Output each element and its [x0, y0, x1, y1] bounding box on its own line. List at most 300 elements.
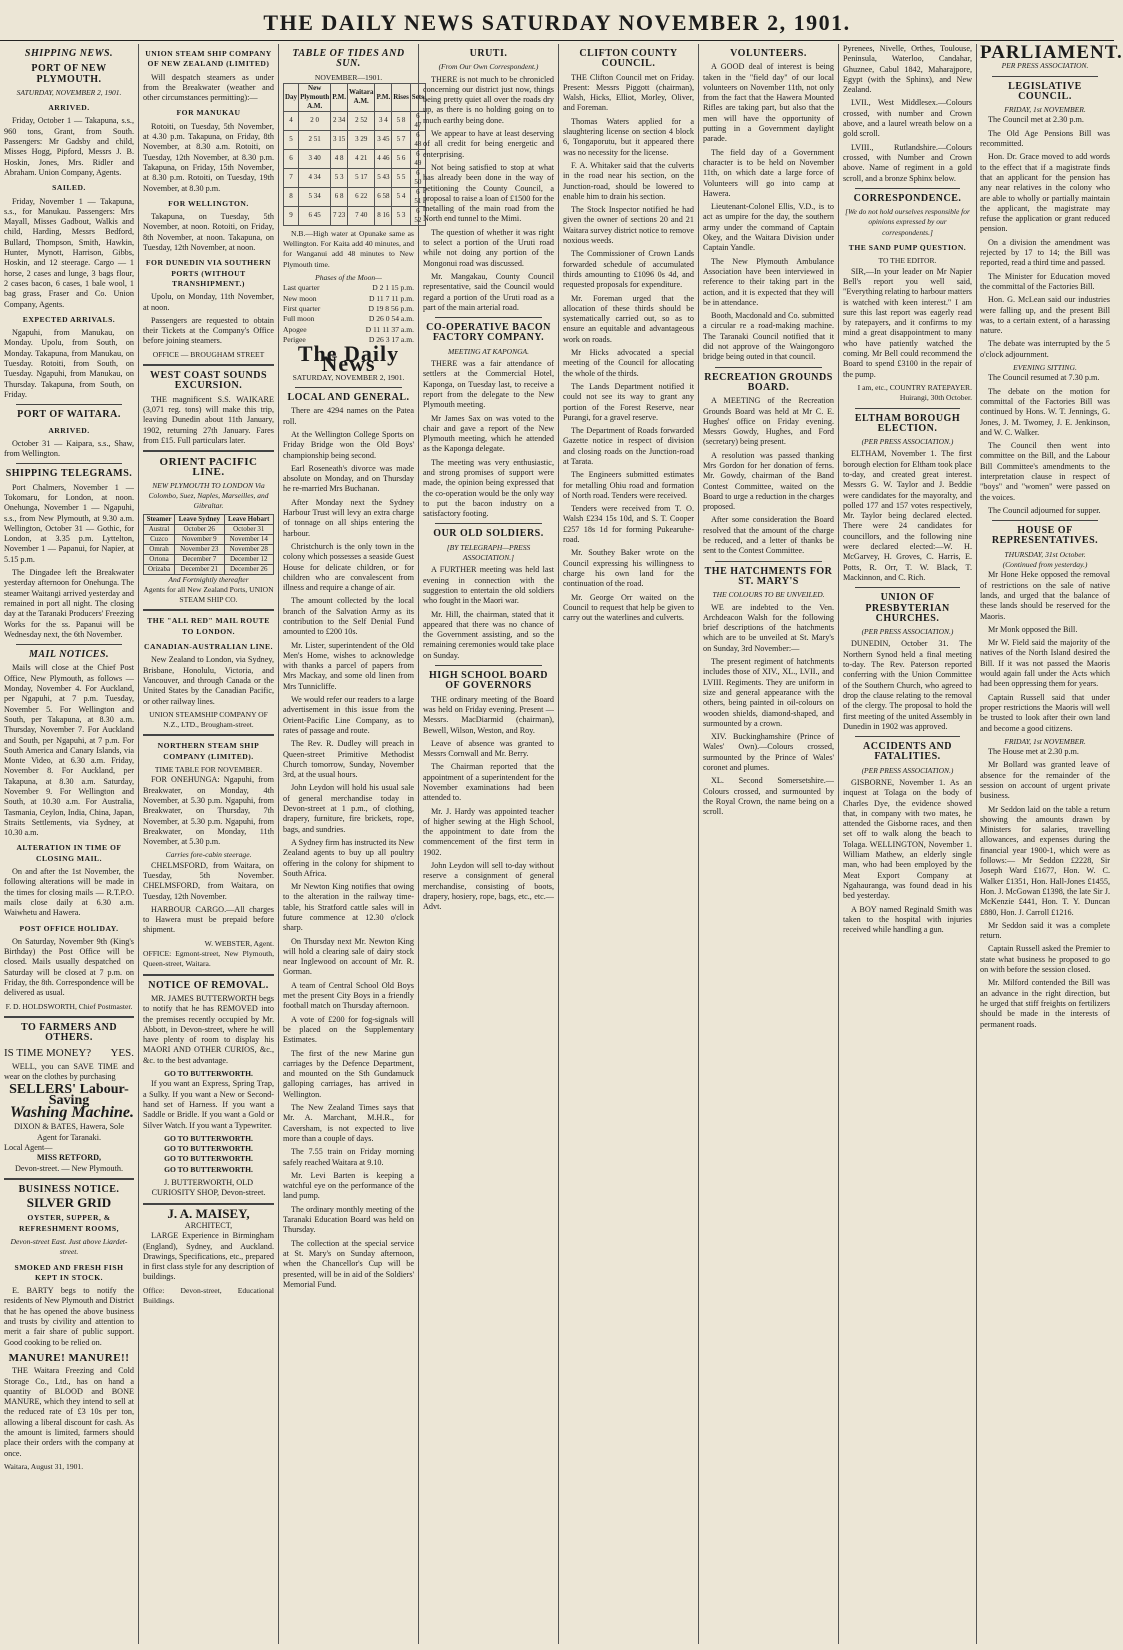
paper-title: The Daily News — [297, 341, 400, 377]
for-manukau: FOR MANUKAU — [176, 108, 241, 118]
northern-tt: TIME TABLE FOR NOVEMBER. — [154, 765, 263, 775]
canadian-sign: UNION STEAMSHIP COMPANY OF N.Z., LTD., Brougham-street. — [149, 709, 268, 730]
coop-paragraph: THERE was a fair attendance of settlers at the Commercial Hotel, Kaponga, on Tuesday last, to receive a report from the delegate to the New Plymouth meeting. — [423, 359, 554, 410]
volunteers-paragraph: A GOOD deal of interest is being taken in the "field day" of our local volunteers on November 11th, not only from the fact that the Hawera Mounted Rifles are taking part, but also that the men will have the opportunity of putting in a Government daylight parade. — [703, 62, 834, 144]
hatchments-paragraph: XL. Second Somersetshire.—Colours crossed, and surmounted by the Royal Crown, the name being on a scroll. — [703, 776, 834, 817]
rec-title: RECREATION GROUNDS BOARD. — [704, 371, 833, 393]
divider — [143, 609, 274, 611]
canadian: CANADIAN-AUSTRALIAN LINE. — [144, 642, 273, 652]
divider — [295, 387, 402, 388]
divider — [855, 408, 960, 409]
table-cell: 5 34 — [299, 187, 331, 206]
table-cell: 5 3 — [331, 168, 348, 187]
maisey-office: Office: Devon-street, Educational Buildings. — [143, 1285, 274, 1305]
column-rule — [838, 44, 839, 1644]
evening-title: EVENING SITTING. — [1013, 363, 1077, 373]
volunteers-paragraph: Booth, Macdonald and Co. submitted a circular re a road-making machine. The Taranaki Council notified that it did not approve of the Waingongoro bridge being outed in that council. — [703, 311, 834, 362]
tide-row — [284, 187, 426, 206]
want-text: If you want an Express, Spring Trap, a Sulky. If you want a New or Second-hand set of Harness. If you want a Saddle or Bridle. If you want a Gold or Silver Watch. If you want a Typewriter. — [143, 1079, 274, 1130]
parl-title: PARLIAMENT. — [980, 42, 1123, 63]
legislative-paragraph: Hon. G. McLean said our industries were falling up, and the present Bill was, to a certain extent, of a harassing nature. — [980, 295, 1110, 336]
column-rule — [976, 44, 977, 1644]
masthead-title: THE DAILY NEWS SATURDAY NOVEMBER 2, 1901. — [263, 10, 851, 35]
soldiers-paragraph: Mr. Hill, the chairman, stated that it appeared that there was no chance of the Government assisting, and so the remaining ceremonies would take place on Sunday. — [423, 609, 554, 660]
table-cell: 5 5 — [392, 168, 411, 187]
friday-paras — [980, 747, 1110, 1030]
alteration-text: On and after the 1st November, the following alterations will be made in the times for closing mails — R.T.P.O. mails close daily at 6.30 a.m. Waiwhetu and Hawera. — [4, 867, 134, 918]
tide-note: N.B.—High water at Opunake same as Wellington. For Kaita add 40 minutes, and for Wanganui add 48 minutes to New Plymouth time. — [283, 228, 414, 269]
arrived-text: Friday, October 1 — Takapuna, s.s., 960 tons, Grant, from South. Passengers: Mr Gadsby and child, Misses Hogg, Pipford, Messrs J. B. Hoskin, Jones, Mrs. Ridler and Abraham. Union Company, Agents. — [4, 116, 134, 177]
divider — [4, 1016, 134, 1018]
table-cell: 6 22 — [347, 187, 375, 206]
table-cell: 8 16 — [375, 206, 392, 225]
paper-date: SATURDAY, NOVEMBER 2, 1901. — [292, 372, 405, 382]
webster: W. WEBSTER, Agent. — [204, 938, 274, 948]
table-cell: 6 45 — [299, 206, 331, 225]
hatchments-paragraph: XIV. Buckinghamshire (Prince of Wales' Own).—Colours crossed, surmounted by the Prince of Wales' coronet and plumes. — [703, 732, 834, 772]
legislative-paragraph: The debate was interrupted by the 5 o'clock adjournment. — [980, 339, 1110, 359]
union-intro: Will despatch steamers as under from the Breakwater (weather and other circumstances permitting):— — [143, 72, 274, 103]
shipping-title: SHIPPING NEWS. — [24, 48, 114, 59]
northern-text: FOR ONEHUNGA: Ngapuhi, from Breakwater, on Monday, 4th November, at 5.30 p.m. Ngapuhi, from Breakwater, on Thursday, 7th November, at 5.30 p.m. Ngapuhi, from Breakwater, on Monday, 11th November, at 5.30 p.m. — [143, 775, 274, 847]
moon-phase-time: D 26 3 17 a.m. — [368, 334, 414, 344]
house-paragraph: Mr W. Field said the majority of the natives of the North Island desired the Bill. If it was not passed the Maoris would again fall under the Acts which had been oppressing them for years. — [980, 638, 1110, 689]
tide-title: TABLE OF TIDES AND SUN. — [292, 48, 405, 70]
uruti-paragraph: The question of whether it was right to select a portion of the Uruti road while not doing any portion of the Mongonui road was discussed. — [423, 227, 554, 268]
legislative-paragraph: The Council met at 2.30 p.m. — [988, 115, 1084, 125]
divider — [435, 523, 542, 524]
table-cell: 5 8 — [392, 111, 411, 130]
divider — [143, 974, 274, 976]
acc-title: ACCIDENTS AND FATALITIES. — [862, 741, 952, 763]
moon-phase-row — [283, 325, 414, 335]
orient-sub: NEW PLYMOUTH TO LONDON Via Colombo, Suez, Naples, Marseilles, and Gibraltar. — [148, 480, 269, 511]
moon-phase-row — [283, 304, 414, 314]
ccc-paras — [563, 73, 694, 624]
coop-paras — [423, 359, 554, 519]
farmers-title: TO FARMERS AND OTHERS. — [20, 1021, 118, 1044]
evening-paras — [980, 373, 1110, 516]
council-paragraph: The Stock Inspector notified he had given the owner of sections 20 and 21 Waitara survey district notice to remove noxious weeds. — [563, 205, 694, 246]
local-paragraph: Earl Roseneath's divorce was made absolute on Monday, and on Thursday he re-married Mrs Buchanan. — [283, 463, 414, 494]
hatchments-paragraph: The present regiment of hatchments includes those of XIV., XL., LVII., and LVIII. Regiments. They are uniform in size and general appearance with the others, being painted in oil-colours on wooden shields, diamond-shaped, and surmounted by a crown. — [703, 657, 834, 728]
alteration-title: ALTERATION IN TIME OF CLOSING MAIL. — [16, 843, 122, 863]
table-cell: 6 52 — [410, 206, 425, 225]
friday-paragraph: Mr Seddon said it was a complete return. — [980, 920, 1110, 941]
legislative-paragraph: On a division the amendment was rejected by 17 to 14; the Bill was reported, read a third time and passed. — [980, 237, 1110, 268]
table-cell: 6 — [284, 149, 299, 168]
soldiers-paragraph: A FURTHER meeting was held last evening in connection with the suggestion to entertain the old soldiers who fought in the Maori war. — [423, 565, 554, 606]
passengers: Passengers are requested to obtain their Tickets at the Company's Office before joining steamers. — [143, 315, 274, 346]
butterworth-sign: J. BUTTERWORTH, OLD CURIOSITY SHOP, Devon-street. — [151, 1178, 266, 1198]
divider — [715, 367, 822, 368]
local-paragraph: The amount collected by the local branch of the Salvation Army as its contribution to the Self Denial Fund amounted to £200 10s. — [283, 596, 414, 637]
parl-sub: PER PRESS ASSOCIATION. — [1001, 61, 1089, 71]
maisey-sub: ARCHITECT, — [184, 1220, 233, 1230]
divider — [855, 188, 960, 189]
table-cell: 3 40 — [299, 149, 331, 168]
local-paras — [283, 406, 414, 1290]
local-paragraph: After Monday next the Sydney Harbour Trust will levy an extra charge of tonnage on all ships entering the harbour. — [283, 497, 414, 538]
divider — [143, 1203, 274, 1205]
table-cell: 7 — [284, 168, 299, 187]
tide-month: NOVEMBER—1901. — [314, 72, 383, 82]
northern: NORTHERN STEAM SHIP COMPANY (LIMITED). — [157, 741, 260, 761]
friday-paragraph: Mr Bollard was granted leave of absence for the remainder of the session on account of urgent private business. — [980, 760, 1110, 801]
table-cell: Austral — [144, 524, 175, 534]
removal-text: MR. JAMES BUTTERWORTH begs to notify that he has REMOVED into the premises recently occupied by Mr. Abbott, in Devon-street, where he will have plenty of room to display his MAORI AND OTHER CURIOS, &c., &c. to the best advantage. — [143, 993, 274, 1065]
manure-title: MANURE! MANURE!! — [8, 1351, 130, 1364]
tide-row — [284, 149, 426, 168]
divider — [4, 1178, 134, 1180]
council-paragraph: Tenders were received from T. O. Walsh £234 15s 10d, and S. T. Cooper £257 18s 1d for forming Pukearuhe-road. — [563, 504, 694, 545]
column-1 — [4, 44, 134, 1644]
divider — [16, 644, 122, 645]
telegrams-title: SHIPPING TELEGRAMS. — [5, 468, 133, 480]
sellers-ad: SELLERS' Labour-Saving — [9, 1082, 129, 1108]
hsb-paras — [423, 695, 554, 913]
hsb-paragraph: THE ordinary meeting of the Board was held on Friday evening. Present — Messrs. MacDiarmid (chairman), Bewell, Wilson, Weston, and Roy. — [423, 694, 554, 735]
orient-title: ORIENT PACIFIC LINE. — [159, 456, 258, 479]
hsb-title: HIGH SCHOOL BOARD OF GOVERNORS — [428, 670, 549, 692]
dunedin: FOR DUNEDIN VIA SOUTHERN PORTS (WITHOUT TRANSHIPMENT.) — [145, 258, 272, 288]
local-paragraph: The Rev. R. Dudley will preach in Queen-street Primitive Methodist Church tomorrow, Sunday, November 3rd, at the usual hours. — [283, 739, 414, 780]
table-header-cell: Leave Hobart — [224, 514, 273, 524]
waitara-arrived: ARRIVED. — [48, 425, 90, 435]
local-paragraph: The ordinary monthly meeting of the Taranaki Education Board was held on Thursday. — [283, 1204, 414, 1235]
smoked: SMOKED AND FRESH FISH KEPT IN STOCK. — [14, 1262, 124, 1282]
local-paragraph: The New Zealand Times says that Mr. A. Marchant, M.H.R., for Caversham, is not expected to live more than a couple of days. — [283, 1103, 414, 1143]
lviii: LVIII., Rutlandshire.—Colours crossed, with Number and Crown above. Name of regiment in a gold scroll, and a bronze Sphinx below. — [843, 142, 972, 183]
house-paragraph: Captain Russell said that under proper restrictions the Maoris will well be trusted to look after their own land and become a good citizens. — [980, 692, 1110, 733]
table-cell: 5 17 — [347, 168, 375, 187]
local-paragraph: The collection at the special service at St. Mary's on Sunday afternoon, when the Chancellor's Cup will be presented, will be in aid of the Soldiers' Memorial Fund. — [283, 1238, 414, 1289]
orient-fortnightly: And Fortnightly thereafter — [168, 574, 249, 584]
uruti-paragraph: We appear to have at least deserving of all credit for being energetic and enterprising. — [423, 129, 554, 159]
council-paragraph: Mr Hicks advocated a special meeting of the Council for allocating the whole of the thirds. — [563, 348, 694, 378]
money-line — [4, 1048, 134, 1058]
divider — [855, 736, 960, 737]
table-cell: 6 47 — [410, 111, 425, 130]
oyster: OYSTER, SUPPER, & REFRESHMENT ROOMS, — [19, 1213, 119, 1233]
table-cell: December 26 — [224, 564, 273, 574]
evening-paragraph: The Council then went into committee on the Bill, and the Labour Bill Committee's amendments to the interpretation clause in respect of "boys" and "women" were passed on the voices. — [980, 441, 1110, 502]
table-cell: 3 15 — [331, 130, 348, 149]
port-title: PORT OF NEW PLYMOUTH. — [31, 63, 107, 85]
manukau-text: Rotoiti, on Tuesday, 5th November, at 4.30 p.m. Takapuna, on Friday, 8th November, at 8.30 a.m. Rotoiti, on Tuesday, 12th November, at 8.30 p.m. Takapuna, on Friday, 15th November, at 8.30 p.m. Rotoiti, on Tuesday, 19th November, at 8.30 p.m. — [143, 121, 274, 193]
tide-row — [284, 168, 426, 187]
sand-sign: I am, etc., COUNTRY RATEPAYER. Huirangi, 30th October. — [857, 382, 972, 403]
council-paragraph: The Commissioner of Crown Lands forwarded schedule of accumulated thirds amounting to £1096 0s 4d, and requested proposals for expenditure. — [563, 249, 694, 290]
coop-title: CO-OPERATIVE BACON FACTORY COMPANY. — [426, 322, 551, 344]
council-paragraph: Mr. Foreman urged that the allocation of these thirds should be systematically carried out, so as to ensure an equitable and advantageous work on roads. — [563, 293, 694, 344]
recreation-paragraph: After some consideration the Board resolved that the amount of the charge be reduced, and a letter of thanks be sent to the Contest Committee. — [703, 515, 834, 556]
table-cell: 7 23 — [331, 206, 348, 225]
house-paragraph: Mr Monk opposed the Bill. — [988, 624, 1078, 634]
table-cell: November 23 — [175, 544, 224, 554]
sailed-head: SAILED. — [52, 183, 86, 193]
friday-paragraph: The House met at 2.30 p.m. — [988, 747, 1079, 757]
local-paragraph: A vote of £200 for fog-signals will be placed on the Supplementary Estimates. — [283, 1014, 414, 1045]
column-6 — [703, 44, 834, 1644]
corr-title: CORRESPONDENCE. — [853, 192, 962, 204]
divider — [143, 364, 274, 366]
divider — [435, 665, 542, 666]
west-coast: WEST COAST SOUNDS EXCURSION. — [149, 370, 268, 392]
maisey-text: LARGE Experience in Birmingham (England), Sydney, and Auckland. Drawings, Specifications, etc., prepared in first class style for any description of buildings. — [143, 1231, 274, 1282]
phases-title: Phases of the Moon— — [315, 273, 382, 283]
divider — [143, 734, 274, 736]
column-rule — [278, 44, 279, 1644]
divider — [992, 76, 1098, 77]
table-cell: 5 7 — [392, 130, 411, 149]
table-header-cell: Steamer — [144, 514, 175, 524]
eltham-sub: (PER PRESS ASSOCIATION.) — [861, 437, 954, 447]
local-paragraph: The first of the new Marine gun carriages by the Defence Department, and mounted on the Sth Gundamuck galloping carriages, has arrived in Wellington. — [283, 1048, 414, 1099]
uruti-title: URUTI. — [469, 48, 508, 59]
hsb-paragraph: Leave of absence was granted to Messrs Cornwall and Mr. Berry. — [423, 738, 554, 759]
moon-phase-label: Last quarter — [283, 283, 320, 293]
volunteers-paragraph: Lieutenant-Colonel Ellis, V.D., is to act as umpire for the day, the southern army under the command of Captain Okey, and the Waitara Division under Captain Yandle. — [703, 202, 834, 253]
table-cell: 8 — [284, 187, 299, 206]
goto-4: GO TO BUTTERWORTH. — [164, 1154, 253, 1164]
goto-2: GO TO BUTTERWORTH. — [164, 1133, 253, 1143]
table-header-cell: Waitara A.M. — [347, 83, 375, 111]
mails-text: Mails will close at the Chief Post Office, New Plymouth, as follows — Monday, November 4. For Auckland, per Ngapuhi, at 7 p.m. Tuesday, November 5. For Wellington and South, per Takapuna, at 8.30 a.m. Thursday, November 7. For Auckland and South, per Ngapuhi, at 7 p.m. For South America and Canary Islands, via Monte Video, at 6.30 a.m. Friday, November 8. For Auckland, per Takapuna, at 8.30 a.m. Saturday, November 9. For Wellington and South, at 10.30 a.m. For Australia, Tasmania, Ceylon, India, China, Japan, Straits Settlements, via Sydney, at 10.30 a.m. — [4, 663, 134, 838]
friday-paragraph: Mr. Milford contended the Bill was an advance in the right direction, but he urged that stiff freights on fertilizers should be made in the interests of permanent roads. — [980, 978, 1110, 1029]
council-paragraph: Thomas Waters applied for a slaughtering license on section 4 block 6, Tongaporutu, but it appeared there was no necessity for the license. — [563, 116, 694, 157]
table-cell: 6 51 — [410, 187, 425, 206]
rec-paras — [703, 396, 834, 556]
local-agent: Local Agent— — [4, 1142, 53, 1152]
moon-phase-row — [283, 283, 414, 293]
table-cell: 2 52 — [347, 111, 375, 130]
devon-line: Devon-street. — New Plymouth. — [14, 1163, 123, 1173]
council-paragraph: The Engineers submitted estimates for metalling Ohiu road and formation of North road. Tenders were received. — [563, 470, 694, 500]
retford: MISS RETFORD, — [36, 1153, 102, 1163]
table-cell: November 9 — [175, 534, 224, 544]
local-paragraph: Mr. Lister, superintendent of the Old Men's Home, wishes to acknowledge with thanks a parcel of papers from Mrs Mackay, and some old linen from Mrs Tunnicliffe. — [283, 640, 414, 691]
moon-phase-label: Apogee — [283, 324, 307, 334]
legislative-paragraph: The Old Age Pensions Bill was recommitted. — [980, 128, 1110, 149]
table-cell: 6 49 — [410, 149, 425, 168]
col7-top: Pyrenees, Nivelle, Orthes, Toulouse, Peninsula, Waterloo, Candahar, Ghuznee, Cabul 1842, Maharajpore, Egypt (with the Sphinx), and New Zealand. — [843, 44, 972, 95]
moon-phase-label: New moon — [283, 293, 317, 303]
table-cell: 6 8 — [331, 187, 348, 206]
council-paragraph: Mr. Southey Baker wrote on the Council expressing his willingness to charge his own land for the continuation of the road. — [563, 548, 694, 589]
barty-text: E. BARTY begs to notify the residents of New Plymouth and District that he has opened the above business and trusts by civility and attention to merit a fair share of public support. Good cooking to be relied on. — [4, 1286, 134, 1347]
union-pres-title: UNION OF PRESBYTERIAN CHURCHES. — [865, 592, 950, 624]
goto-1: GO TO BUTTERWORTH. — [164, 1069, 253, 1079]
divider — [715, 561, 822, 562]
chelmsford: CHELMSFORD, from Waitara, on Tuesday, 5th November. CHELMSFORD, from Waitara, on Tuesday, 12th November. — [143, 860, 274, 901]
friday-paragraph: Captain Russell asked the Premier to state what business he proposed to go on with before the session closed. — [980, 944, 1110, 975]
uruti-paragraph: THERE is not much to be chronicled concerning our district just now, things being pretty quiet all over the roads dry up, as there is no holding going on to much earthy being done. — [423, 74, 554, 125]
coop-paragraph: The meeting was very enthusiastic, and strong promises of support were made, the opinion being expressed that the co-operation would be the only way to put the bacon industry on a satisfactory footing. — [423, 457, 554, 519]
table-cell: 5 4 — [392, 187, 411, 206]
removal-title: NOTICE OF REMOVAL. — [148, 979, 269, 991]
table-cell: 5 43 — [375, 168, 392, 187]
uruti-paras — [423, 75, 554, 314]
house-cont: (Continued from yesterday.) — [1002, 560, 1088, 570]
local-title: LOCAL AND GENERAL. — [287, 392, 410, 404]
local-paragraph: Christchurch is the only town in the colony which possesses a seaside Guest House for delicate children, or for children who are convalescent from illness and require a change of air. — [283, 541, 414, 593]
table-cell: 6 50 — [410, 168, 425, 187]
hatch-paras — [703, 603, 834, 818]
council-paragraph: Mr. George Orr waited on the Council to request that help be given to carry out the waterlines and culverts. — [563, 592, 694, 623]
canadian-text: New Zealand to London, via Sydney, Brisbane, Honolulu, Victoria, and Vancouver, and through Canada or the United States by the Canadian Pacific, or other railway lines. — [143, 655, 274, 706]
union-title: UNION STEAM SHIP COMPANY OF NEW ZEALAND (LIMITED) — [145, 49, 272, 69]
moon-phase-row — [283, 314, 414, 324]
expected-text: Ngapuhi, from Manukau, on Monday. Upolu, from South, on Monday. Takapuna, from Manukau, on Tuesday. Rotoiti, from South, on Tuesday. Ngapuhi, from Manukau, on Thursday. Takapuna, from South, on Friday. — [4, 328, 134, 399]
eltham-text: ELTHAM, November 1. The first borough election for Eltham took place to-day, and created great interest. Messrs G. W. Taylor and J. Beddie were candidates for the mayoralty, and polled 177 and 157 votes respectively, Mr. Taylor being declared elected. There were 24 candidates for councillors, and the following nine were declared elected:—W. H. McGarvey, H. Groves, C. Harris, E. Potts, R. Orr, T. W. Black, T. Mackinnon, and C. Rich. — [843, 449, 972, 582]
union-pres-sub: (PER PRESS ASSOCIATION.) — [861, 627, 954, 637]
local-paragraph: There are 4294 names on the Patea roll. — [283, 406, 414, 426]
tide-row — [284, 206, 426, 225]
orient-row — [144, 524, 274, 534]
column-3 — [283, 44, 424, 1644]
volunteers-paragraph: The New Plymouth Ambulance Association have been interviewed in reference to their taking part in the action, and it is expected that they will be in attendance. — [703, 256, 834, 307]
orient-table — [143, 514, 274, 575]
acc-text: GISBORNE, November 1. As an inquest at Tolaga on the body of Charles Dye, the evidence showed that, in company with two mates, he attended the Gisborne races, and then set off to walk along the beach to Tolaga. WELLINGTON, November 1. William Mathew, an elderly single man, who had been employed by the Meat Export Company at Ngahauranga, was found dead in his bed yesterday. — [843, 778, 972, 901]
soldiers-paras — [423, 565, 554, 661]
waitara-title: PORT OF WAITARA. — [17, 409, 121, 421]
coop-paragraph: Mr James Sax on was voted to the chair and gave a report of the New Plymouth meeting, which he attended as the Kaponga delegate. — [423, 413, 554, 454]
goto-3: GO TO BUTTERWORTH. — [164, 1144, 253, 1154]
local-paragraph: A team of Central School Old Boys met the present City Boys in a friendly football match on Thursday afternoon. — [283, 980, 414, 1011]
table-header-cell: Rises — [392, 83, 411, 111]
sand-title: THE SAND PUMP QUESTION. — [848, 243, 967, 253]
ccc-title: CLIFTON COUNTY COUNCIL. — [579, 48, 678, 70]
divider — [143, 450, 274, 452]
orient-row — [144, 534, 274, 544]
recreation-paragraph: A MEETING of the Recreation Grounds Board was held at Mr C. E. Hughes' office on Friday evening. Messrs Gowdy, Hughes, and Ford (secretary) being present. — [703, 396, 834, 447]
mails-title: MAIL NOTICES. — [28, 649, 110, 661]
table-cell: 3 29 — [347, 130, 375, 149]
moon-phase-time: D 11 11 37 a.m. — [365, 324, 414, 334]
column-4 — [423, 44, 554, 1644]
table-cell: October 26 — [175, 524, 224, 534]
orient-row — [144, 564, 274, 574]
wellington-text: Takapuna, on Tuesday, 5th November, at noon. Rotoiti, on Friday, 8th November, at noon. Takapuna, on Tuesday, 12th November, at noon. — [143, 212, 274, 253]
arrived-head: ARRIVED. — [48, 103, 90, 113]
hatch-title: THE HATCHMENTS FOR ST. MARY'S — [704, 565, 833, 587]
column-rule — [698, 44, 699, 1644]
friday-paragraph: Mr Seddon laid on the table a return showing the amounts drawn by Ministers for salaries, travelling allowances, and expenses during the financial year 1900-1, which were as follows:— Mr Seddon £2228, Sir Joseph Ward £1677, Hon. W. C. Walker £1351, Hon. Hall-Jones £1455, Hon. J. McGowan £1398, the late Sir J. McKenzie £441, Hon. T. Y. Duncan £880, Hon. J. Carroll £1216. — [980, 804, 1110, 917]
sand-text: SIR,—In your leader on Mr Napier Bell's report you well said, "Everything relating to harbour matters is watched with keen interest." I am sure this last report was eagerly read by ratepayers, and it confirms to my mind a great disappointment to many who have patiently watched the coming. Mr Bell could recommend the Board to spend £3100 in the repair of the pump. — [843, 266, 972, 379]
sand-to: TO THE EDITOR. — [878, 256, 937, 266]
divider — [435, 317, 542, 318]
divider — [992, 520, 1098, 521]
washing-ad: Washing Machine. — [9, 1104, 134, 1122]
moon-phase-label: Perigee — [283, 334, 306, 344]
table-header-cell: Sets — [410, 83, 425, 111]
table-cell: December 12 — [224, 554, 273, 564]
dingadee-text: The Dingadee left the Breakwater yesterday afternoon for Onehunga. The steamer Waitangi arrived yesterday and remained in port all night. The closing day at the Taranaki Producers' Freezing Works for the ss. Papanui will be Wednesday next, the 6th November. — [4, 568, 134, 639]
moon-phase-time: D 19 8 56 p.m. — [368, 303, 414, 313]
coop-sub: MEETING AT KAPONGA. — [448, 346, 529, 356]
table-cell: 3 45 — [375, 130, 392, 149]
orient-row — [144, 544, 274, 554]
uruti-paragraph: Mr. Mangakau, County Council representative, said the Council would regard a portion of the Uruti road as a part of the main arterial road. — [423, 271, 554, 312]
table-cell: 6 58 — [375, 187, 392, 206]
table-cell: 4 46 — [375, 149, 392, 168]
table-cell: October 31 — [224, 524, 273, 534]
harbour: HARBOUR CARGO.—All charges to Hawera must be prepaid before shipment. — [143, 904, 274, 935]
moon-phase-time: D 26 0 54 a.m. — [368, 314, 414, 324]
volunteers-paragraph: The field day of a Government character is to be held on November 11th, on which date a large force of Volunteers will go into camp at Hawera. — [703, 147, 834, 198]
evening-paragraph: The debate on the motion for committal of the Factories Bill was continued by Hons. W. T. Jennings, G. Jones, J. M. Twomey, J. E. Jenkinson, and W. C. Walker. — [980, 386, 1110, 437]
table-header-cell: P.M. — [331, 83, 348, 111]
column-rule — [418, 44, 419, 1644]
evening-paragraph: The Council adjourned for supper. — [988, 505, 1101, 515]
manure-text: THE Waitara Freezing and Cold Storage Co., Ltd., has on hand a quantity of BLOOD and BONE MANURE, which they intend to sell at the reduced rate of £3 10s per ton, allowing a liberal discount for cash. As the amount is limited, farmers should place their orders with the company at once. — [4, 1366, 134, 1458]
leg-title: LEGISLATIVE COUNCIL. — [1008, 80, 1082, 102]
table-cell: 5 — [284, 130, 299, 149]
table-cell: 4 34 — [299, 168, 331, 187]
po-sign: F. D. HOLDSWORTH, Chief Postmaster. — [5, 1001, 133, 1011]
table-header-cell: Leave Sydney — [175, 514, 224, 524]
po-title: POST OFFICE HOLIDAY. — [19, 923, 119, 933]
tide-row — [284, 130, 426, 149]
dunedin-text: Upolu, on Monday, 11th November, at noon. — [143, 292, 274, 312]
waitara-text: October 31 — Kaipara, s.s., Shaw, from Wellington. — [4, 438, 134, 459]
table-cell: 2 51 — [299, 130, 331, 149]
local-paragraph: A Sydney firm has instructed its New Zealand agents to buy up all poultry offering in the colony for shipment to South Africa. — [283, 837, 414, 878]
eltham-title: ELTHAM BOROUGH ELECTION. — [854, 412, 961, 434]
house-paragraph: Mr Hone Heke opposed the removal of restrictions on the sale of native lands, and urged that the balance of these lands should be reserved for the Maoris. — [980, 570, 1110, 621]
hsb-paragraph: The Chairman reported that the appointment of a superintendent for the November examinations had been attended to. — [423, 762, 554, 803]
leg-paras — [980, 115, 1110, 360]
money-answer: YES. — [110, 1046, 134, 1059]
allred: THE "ALL RED" MAIL ROUTE TO LONDON. — [147, 616, 270, 636]
column-2 — [143, 44, 274, 1644]
column-rule — [138, 44, 139, 1644]
table-cell: 5 6 — [392, 149, 411, 168]
moon-phase-row — [283, 294, 414, 304]
table-header-cell: New Plymouth A.M. — [300, 83, 330, 110]
table-cell: 2 0 — [299, 111, 331, 130]
table-cell: 4 — [284, 111, 299, 130]
carries: Carries fore-cabin steerage. — [165, 850, 252, 860]
house-paras — [980, 570, 1110, 733]
uruti-paragraph: Not being satisfied to stop at what has already been done in the way of petitioning the County Council, a proposal to raise a loan of £1500 for the metalling of the main road from the North end tunnel to the Mimi. — [423, 162, 554, 224]
table-header-cell: Day — [284, 83, 299, 111]
manure-sign: Waitara, August 31, 1901. — [4, 1461, 84, 1471]
masthead — [0, 10, 1114, 41]
table-cell: Orizaba — [144, 564, 175, 574]
recreation-paragraph: A resolution was passed thanking Mrs Gordon for her donation of ferns. Mr. Gowdy, chairman of the Band Contest Committee, waited on the Board to urge a reduction in the charges proposed. — [703, 450, 834, 512]
local-paragraph: Mr Newton King notifies that owing to the alteration in the railway time-table, his Stratford cattle sales will in future commence at 12.30 o'clock sharp. — [283, 882, 414, 933]
date-line: SATURDAY, NOVEMBER 2, 1901. — [16, 87, 122, 97]
expected-head: EXPECTED ARRIVALS. — [22, 314, 116, 324]
hsb-paragraph: Mr. J. Hardy was appointed teacher of higher sewing at the High School, the appointment to date from the commencement of the first term in 1902. — [423, 806, 554, 857]
hsb-paragraph: John Leydon will sell to-day without reserve a consignment of general merchandise, consisting of boots, drapery, hosiery, rope, bags, etc., etc.—Advt. — [423, 861, 554, 912]
tide-row — [284, 111, 426, 130]
telegrams-text: Port Chalmers, November 1 — Tokomaru, for London, at noon. Onehunga, November 1 — Ngapuhi, s.s., from New Plymouth, at 9.30 a.m. Wellington, October 31 — Gothic, for London, at 3.35 p.m. Lyttelton, November 1 — Papanui, for Napier, at 5.15 p.m. — [4, 482, 134, 564]
silver-grid: SILVER GRID — [26, 1195, 112, 1211]
table-cell: 3 4 — [375, 111, 392, 130]
table-cell: 4 8 — [331, 149, 348, 168]
save-text: WELL, you can SAVE TIME and wear on the clothes by purchasing — [4, 1061, 134, 1082]
po-text: On Saturday, November 9th (King's Birthday) the Post Office will be closed. Mails usually despatched on Saturday will be closed at 7 p.m. on Friday, the 8th. Correspondence will be delivered as usual. — [4, 936, 134, 998]
lvii: LVII., West Middlesex.—Colours crossed, with number and Crown above, and a laurel wreath below on a gold scroll. — [843, 98, 972, 139]
acc-sub: (PER PRESS ASSOCIATION.) — [861, 765, 954, 775]
evening-paragraph: The Council resumed at 7.30 p.m. — [988, 373, 1100, 383]
orient-agents: Agents for all New Zealand Ports, UNION STEAM SHIP CO. — [143, 584, 274, 605]
table-cell: 5 3 — [392, 206, 411, 225]
divider — [16, 404, 122, 405]
